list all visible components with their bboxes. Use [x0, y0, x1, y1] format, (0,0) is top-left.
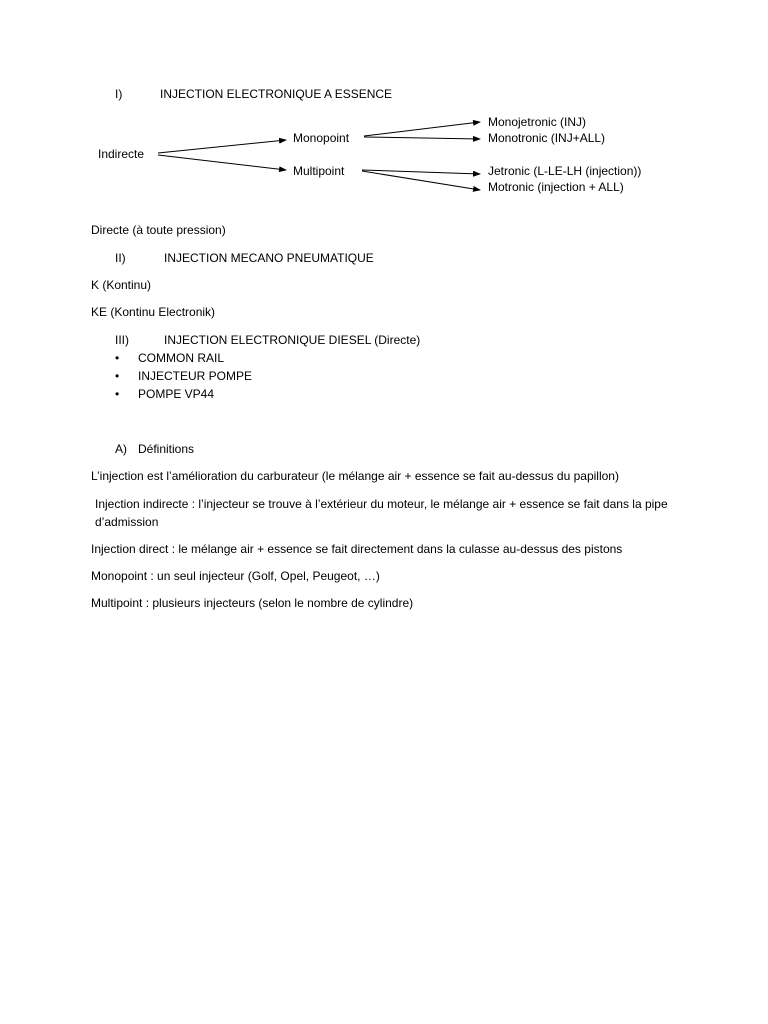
arrow-monopoint-to-monojetronic: [364, 122, 480, 136]
tree-branch-multipoint: Multipoint: [293, 164, 345, 178]
tree-leaf-monotronic: Monotronic (INJ+ALL): [488, 131, 606, 145]
bullet-item-pompe-vp44: POMPE VP44: [138, 387, 215, 401]
definition-injection: L’injection est l’amélioration du carburateur (le mélange air + essence se fait au-dessus du papillon): [91, 469, 619, 483]
arrow-indirecte-to-multipoint: [158, 155, 286, 170]
tree-leaf-monojetronic: Monojetronic (INJ): [488, 115, 587, 129]
arrow-monopoint-to-monotronic: [364, 137, 480, 139]
injection-tree-diagram: [0, 0, 768, 240]
definition-injection-indirecte: Injection indirecte : l’injecteur se trouve à l’extérieur du moteur, le mélange air + essence se fait dans la pipe d’admission: [95, 497, 668, 529]
section-3-title: INJECTION ELECTRONIQUE DIESEL (Directe): [164, 333, 421, 347]
definition-monopoint: Monopoint : un seul injecteur (Golf, Opel, Peugeot, …): [91, 569, 380, 583]
section-1-number: I): [115, 87, 123, 101]
bullet-icon: •: [115, 369, 120, 383]
definition-injection-direct: Injection direct : le mélange air + essence se fait directement dans la culasse au-dessus des pistons: [91, 542, 623, 556]
bullet-icon: •: [115, 351, 120, 365]
definition-multipoint: Multipoint : plusieurs injecteurs (selon le nombre de cylindre): [91, 596, 414, 610]
section-a-number: A): [115, 442, 127, 456]
bullet-item-common-rail: COMMON RAIL: [138, 351, 225, 365]
section-2-title: INJECTION MECANO PNEUMATIQUE: [164, 251, 374, 265]
tree-leaf-jetronic: Jetronic (L-LE-LH (injection)): [488, 164, 642, 178]
section-a-title: Définitions: [138, 442, 195, 456]
tree-leaf-motronic: Motronic (injection + ALL): [488, 180, 624, 194]
ke-kontinu-electronik-line: KE (Kontinu Electronik): [91, 305, 216, 319]
directe-line: Directe (à toute pression): [91, 223, 226, 237]
bullet-icon: •: [115, 387, 120, 401]
tree-root-indirecte: Indirecte: [98, 147, 145, 161]
bullet-item-injecteur-pompe: INJECTEUR POMPE: [138, 369, 253, 383]
section-2-number: II): [115, 251, 126, 265]
tree-branch-monopoint: Monopoint: [293, 131, 350, 145]
section-1-title: INJECTION ELECTRONIQUE A ESSENCE: [160, 87, 393, 101]
arrow-indirecte-to-monopoint: [158, 140, 286, 153]
k-kontinu-line: K (Kontinu): [91, 278, 152, 292]
section-3-number: III): [115, 333, 129, 347]
